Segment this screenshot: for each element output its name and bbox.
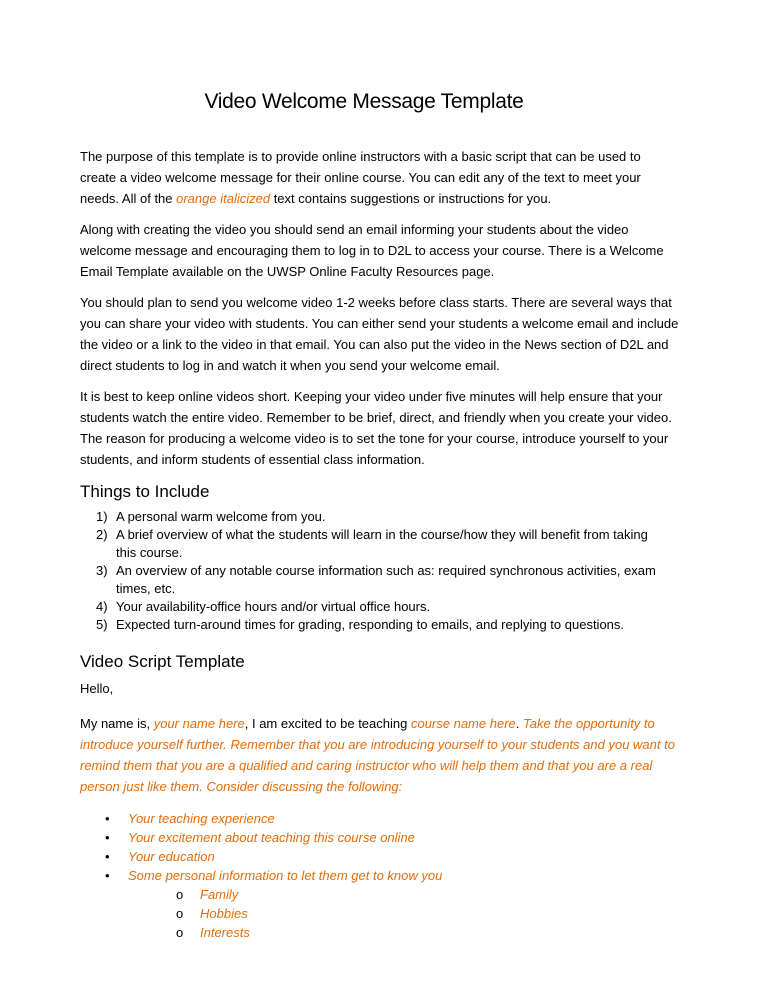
item-number: 3) <box>96 563 108 578</box>
orange-italic-text: person just like them. Consider discussing the following: <box>80 779 403 794</box>
item-number: 1) <box>96 509 108 524</box>
text-line: welcome message and encouraging them to log in to D2L to access your course. There is a Welcome <box>80 243 664 258</box>
list-item <box>80 598 648 616</box>
item-number: 5) <box>96 617 108 632</box>
list-item <box>80 526 648 562</box>
text-segment: , I am excited to be teaching <box>244 716 411 731</box>
text-segment: text contains suggestions or instructions for you. <box>270 191 552 206</box>
bullet-text: Hobbies <box>200 906 248 921</box>
orange-italic-text: Take the opportunity to <box>519 716 655 731</box>
list-item <box>80 562 656 598</box>
intro-paragraph-1 <box>80 146 648 209</box>
item-text: A personal warm welcome from you. <box>116 509 326 524</box>
text-line: direct students to log in and watch it when you send your welcome email. <box>80 358 500 373</box>
list-item <box>80 616 648 634</box>
bullet-text: Interests <box>200 925 250 940</box>
text-segment: . <box>515 716 520 731</box>
item-text: Expected turn-around times for grading, responding to emails, and replying to questions. <box>116 617 625 632</box>
orange-italic-text: course name here <box>410 716 516 731</box>
text-line: create a video welcome message for their online course. You can edit any of the text to meet your <box>80 170 641 185</box>
bullet-icon: • <box>105 849 110 864</box>
circle-bullet-icon: o <box>176 887 184 902</box>
script-greeting: Hello, <box>80 681 114 696</box>
things-heading: Things to Include <box>80 482 210 501</box>
text-line: Along with creating the video you should send an email informing your students about the video <box>80 222 629 237</box>
document-title: Video Welcome Message Template <box>204 90 524 113</box>
list-item <box>80 809 648 828</box>
bullet-text: Some personal information to let them get to know you <box>128 868 443 883</box>
text-line: students watch the entire video. Remember to be brief, direct, and friendly when you create your video. <box>80 410 672 425</box>
text-line: It is best to keep online videos short. Keeping your video under five minutes will help ensure that your <box>80 389 663 404</box>
orange-italic-text: orange italicized <box>176 191 271 206</box>
discussion-bullet-list <box>80 809 648 942</box>
text-line <box>80 188 648 209</box>
bullet-text: Family <box>200 887 239 902</box>
sub-bullet-list <box>128 885 648 942</box>
text-line: you can share your video with students. You can either send your students a welcome email and include <box>80 316 679 331</box>
list-item <box>80 508 648 526</box>
things-list <box>80 508 656 634</box>
item-text: Your availability-office hours and/or virtual office hours. <box>116 599 431 614</box>
bullet-text: Your excitement about teaching this course online <box>128 830 415 845</box>
item-text: times, etc. <box>116 581 176 596</box>
list-item <box>80 828 648 847</box>
text-line <box>80 713 655 734</box>
list-item <box>128 904 648 923</box>
list-item <box>128 885 648 904</box>
intro-paragraph-2 <box>80 219 664 282</box>
text-line: students, and inform students of essential class information. <box>80 452 425 467</box>
intro-paragraph-3 <box>80 292 679 376</box>
orange-italic-text: remind them that you are a qualified and caring instructor who will help them and that you are a real <box>80 758 653 773</box>
item-text: A brief overview of what the students will learn in the course/how they will benefit from taking <box>116 527 648 542</box>
circle-bullet-icon: o <box>176 925 184 940</box>
item-text: this course. <box>116 545 183 560</box>
list-item <box>128 923 648 942</box>
bullet-text: Your education <box>128 849 215 864</box>
bullet-icon: • <box>105 868 110 883</box>
bullet-icon: • <box>105 830 110 845</box>
item-number: 2) <box>96 527 108 542</box>
item-number: 4) <box>96 599 108 614</box>
script-paragraph <box>80 713 675 797</box>
bullet-text: Your teaching experience <box>128 811 275 826</box>
text-segment: needs. All of the <box>80 191 177 206</box>
text-line: Email Template available on the UWSP Online Faculty Resources page. <box>80 264 495 279</box>
orange-italic-text: your name here <box>153 716 245 731</box>
text-line: You should plan to send you welcome video 1-2 weeks before class starts. There are several ways that <box>80 295 672 310</box>
item-text: An overview of any notable course information such as: required synchronous activities, exam <box>116 563 656 578</box>
circle-bullet-icon: o <box>176 906 184 921</box>
list-item <box>80 847 648 866</box>
text-line: The purpose of this template is to provide online instructors with a basic script that can be used to <box>80 149 641 164</box>
text-segment: My name is, <box>80 716 154 731</box>
list-item <box>80 866 648 942</box>
text-line: The reason for producing a welcome video is to set the tone for your course, introduce yourself to your <box>80 431 669 446</box>
script-heading: Video Script Template <box>80 652 245 671</box>
text-line: the video or a link to the video in that email. You can also put the video in the News section of D2L and <box>80 337 669 352</box>
bullet-icon: • <box>105 811 110 826</box>
intro-paragraph-4 <box>80 386 672 470</box>
orange-italic-text: introduce yourself further. Remember that you are introducing yourself to your students and you want to <box>80 737 675 752</box>
